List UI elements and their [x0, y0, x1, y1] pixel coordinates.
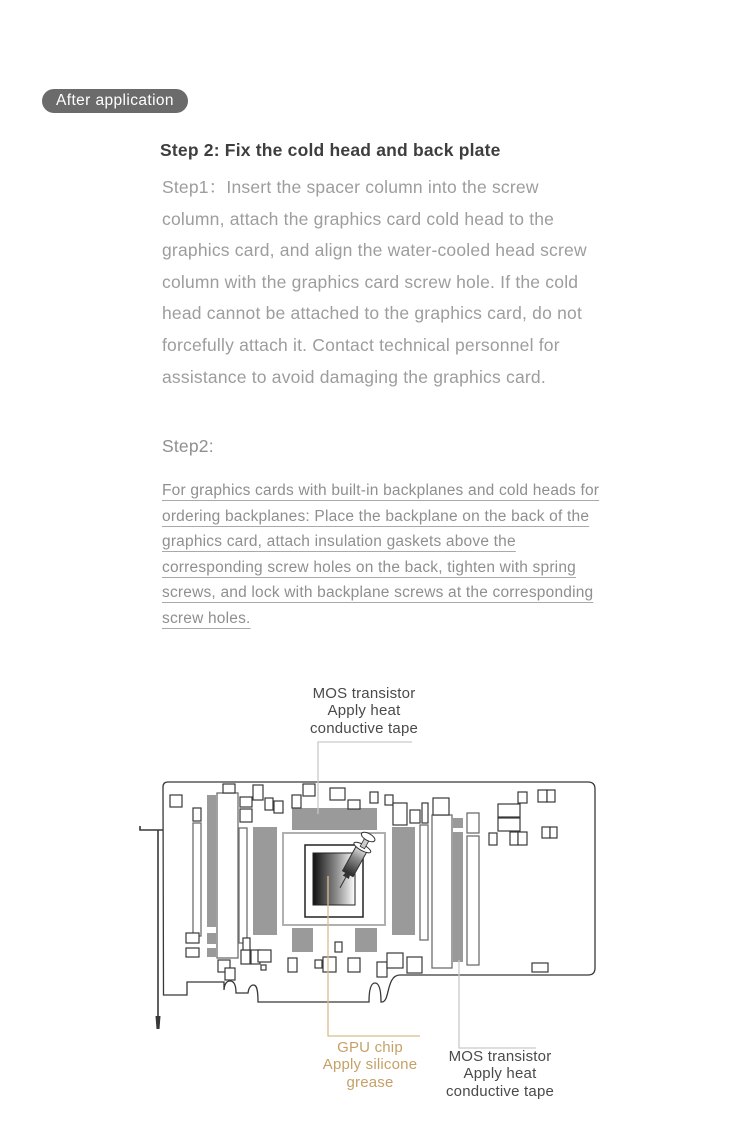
pci-bracket: [140, 826, 163, 1029]
label-line: Apply heat: [327, 702, 401, 720]
step2-label: Step2:: [162, 436, 214, 456]
leader-line-bottom-mos: [459, 960, 536, 1048]
label-line: Apply heat: [463, 1065, 537, 1083]
mos-top-bar: [292, 808, 377, 830]
label-line: conductive tape: [445, 1082, 555, 1100]
label-top-mos: [279, 685, 449, 737]
label-line: grease: [346, 1073, 394, 1091]
label-line: MOS transistor: [312, 685, 416, 702]
step1-paragraph: Step1：Insert the spacer column into the screw column, attach the graphics card cold head to the graphics card, and align the water-cooled head screw column with the graphics card screw hole. If the cold head cannot be attached to the graphics card, do not forcefully attach it. Contact technical personnel for assistance to avoid damaging the graphics card.: [162, 177, 587, 387]
step2-paragraph: For graphics cards with built-in backplanes and cold heads for ordering backplanes: Place the backplane on the back of the graphics card, attach insulation gaskets above the corresponding screw holes on the back, tighten with spring screws, and lock with backplane screws at the corresponding screw holes.: [162, 482, 600, 627]
step-heading: Step 2: Fix the cold head and back plate: [160, 140, 501, 160]
label-line: conductive tape: [309, 719, 419, 737]
label-line: Apply silicone: [322, 1056, 418, 1074]
gpu-socket: [283, 833, 385, 925]
label-line: GPU chip: [337, 1039, 403, 1056]
section-badge: After application: [42, 89, 188, 113]
label-bottom-mos: [415, 1048, 585, 1100]
mos-right-bar: [453, 832, 463, 962]
label-line: MOS transistor: [448, 1048, 552, 1065]
